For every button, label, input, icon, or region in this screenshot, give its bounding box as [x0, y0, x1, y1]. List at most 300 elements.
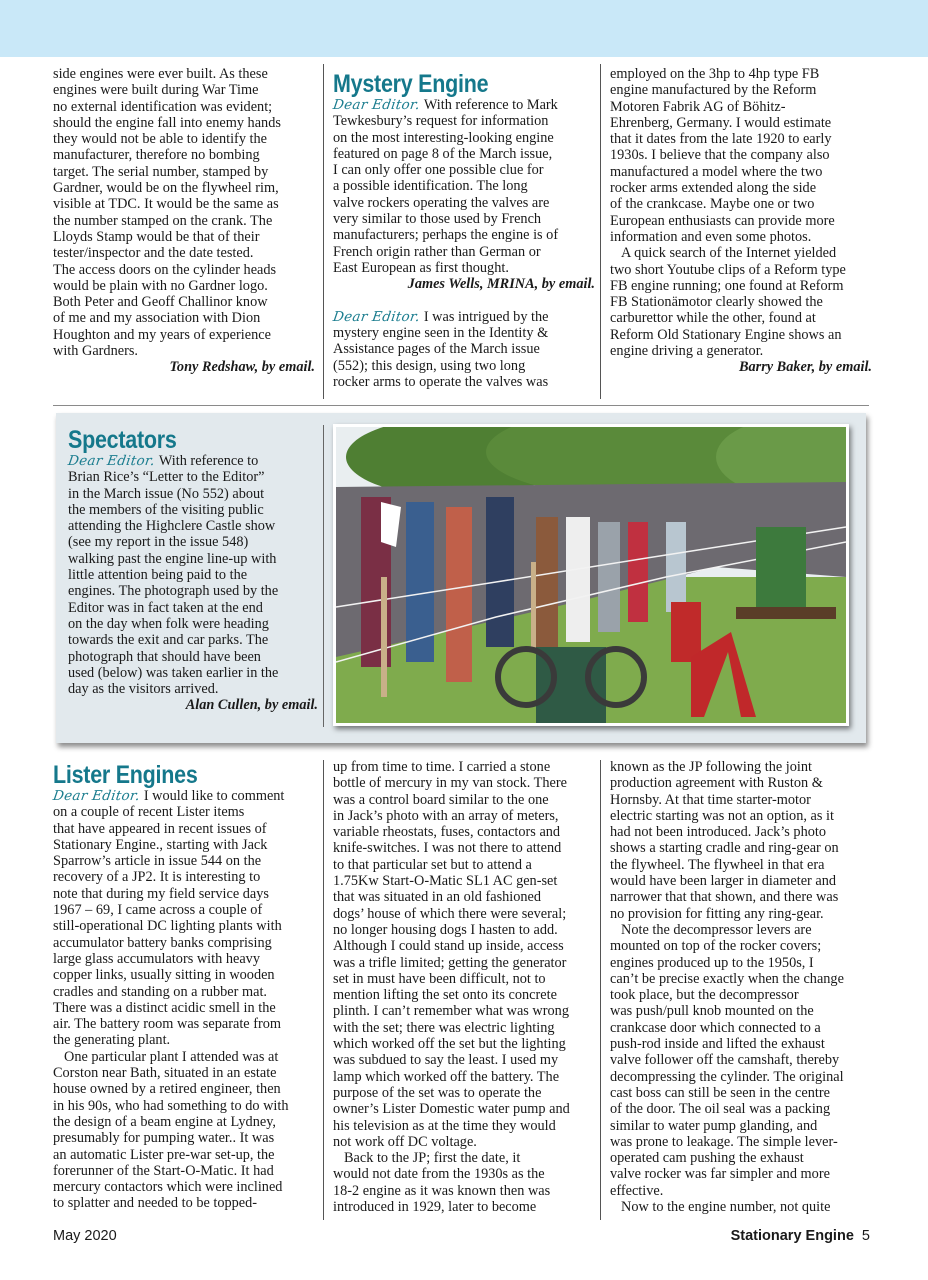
- line-text: target. The serial number, stamped by: [53, 163, 269, 180]
- line-text: a possible identification. The long: [333, 178, 528, 195]
- text-line: [610, 310, 872, 326]
- line-text: was prone to leakage. The simple lever-: [610, 1133, 838, 1150]
- text-line: [610, 1118, 872, 1134]
- line-text: Barry Baker, by email.: [738, 359, 872, 376]
- text-line: [333, 1052, 595, 1068]
- top-banner: [0, 0, 928, 57]
- author-signature: [610, 359, 872, 375]
- text-line: [610, 792, 872, 808]
- fence-post: [381, 577, 387, 697]
- text-line: [610, 1020, 872, 1036]
- line-text: of the crankcase. Maybe one or two: [610, 196, 815, 213]
- line-text: took place, but the decompressor: [610, 987, 799, 1004]
- line-text: an automatic Lister pre-war set-up, the: [53, 1146, 275, 1163]
- line-text: FB engine running; one found at Reform: [610, 277, 844, 294]
- text-line: [333, 1183, 595, 1199]
- line-text: Ehrenberg, Germany. I would estimate: [610, 114, 832, 131]
- line-text: on the day when folk were heading: [68, 615, 269, 632]
- text-line: [333, 840, 595, 856]
- line-text: no external identification was evident;: [53, 98, 273, 115]
- line-text: with Gardners.: [53, 343, 138, 360]
- text-line: [53, 853, 315, 869]
- text-line: [610, 278, 872, 294]
- text-line: [610, 955, 872, 971]
- text-line: [610, 1036, 872, 1052]
- line-text: engines. The photograph used by the: [68, 583, 279, 600]
- text-line: [610, 1085, 872, 1101]
- article-body: [333, 759, 595, 1215]
- line-text: Hornsby. At that time starter-motor: [610, 791, 811, 808]
- line-text: should the engine fall into enemy hands: [53, 114, 281, 131]
- text-line: [53, 918, 315, 934]
- line-text: had not been introduced. Jack’s photo: [610, 824, 826, 841]
- line-text: I was intrigued by the: [423, 308, 549, 325]
- text-line: [333, 857, 595, 873]
- line-text: used (below) was taken earlier in the: [68, 664, 279, 681]
- author-signature: [68, 697, 318, 713]
- text-line: [53, 278, 315, 294]
- line-text: 1.75Kw Start-O-Matic SL1 AC gen-set: [333, 873, 558, 890]
- text-line: [53, 294, 315, 310]
- text-line: [333, 341, 595, 357]
- line-text: similar to water pump glanding, and: [610, 1117, 818, 1134]
- text-line: [53, 229, 315, 245]
- line-text: plinth. I can’t remember what was wrong: [333, 1003, 569, 1020]
- text-line: [610, 99, 872, 115]
- line-text: production agreement with Ruston &: [610, 775, 823, 792]
- line-text: knife-switches. I was not there to attend: [333, 840, 562, 857]
- line-text: can’t be precise exactly when the change: [610, 970, 844, 987]
- text-line: [333, 1085, 595, 1101]
- line-text: set in must have been difficult, not to: [333, 970, 546, 987]
- text-line: [333, 1003, 595, 1019]
- text-line: [333, 358, 595, 374]
- article-body: [610, 759, 872, 1215]
- line-text: photograph that should have been: [68, 648, 261, 665]
- line-text: 1930s. I believe that the company also: [610, 147, 830, 164]
- line-text: that was situated in an old fashioned: [333, 889, 542, 906]
- line-text: operated cam pushing the exhaust: [610, 1150, 804, 1167]
- text-line: [68, 551, 318, 567]
- salutation: Dear Editor.: [331, 97, 421, 113]
- line-text: note that during my field service days: [53, 885, 269, 902]
- text-line: [53, 1179, 315, 1195]
- line-text: the design of a beam engine at Lydney,: [53, 1113, 276, 1130]
- line-text: Back to the JP; first the date, it: [344, 1150, 521, 1167]
- line-text: of me and my association with Dion: [53, 310, 261, 327]
- text-line: [333, 325, 595, 341]
- text-line: [333, 808, 595, 824]
- line-text: Tony Redshaw, by email.: [169, 359, 315, 376]
- line-text: was subdued to say the least. I used my: [333, 1052, 559, 1069]
- line-text: of the door. The oil seal was a packing: [610, 1101, 831, 1118]
- text-line: [333, 1166, 595, 1182]
- line-text: tester/inspector and the date tested.: [53, 245, 254, 262]
- line-text: to that particular set but to attend a: [333, 856, 532, 873]
- line-text: day as the visitors arrived.: [68, 681, 219, 698]
- text-line: [53, 967, 315, 983]
- line-text: East European as first thought.: [333, 259, 509, 276]
- line-text: his television as at the time they would: [333, 1117, 556, 1134]
- line-text: the members of the visiting public: [68, 501, 264, 518]
- line-text: recovery of a JP2. It is interesting to: [53, 869, 261, 886]
- line-text: large glass accumulators with heavy: [53, 950, 260, 967]
- line-text: crankcase door which connected to a: [610, 1019, 821, 1036]
- text-line: [610, 82, 872, 98]
- line-text: Stationary Engine., starting with Jack: [53, 836, 268, 853]
- line-text: in the March issue (No 552) about: [68, 485, 265, 502]
- line-text: would have been larger in diameter and: [610, 873, 837, 890]
- salutation: Dear Editor.: [331, 308, 421, 325]
- text-line: [53, 327, 315, 343]
- line-text: French origin rather than German or: [333, 243, 541, 260]
- line-text: manufacturers; perhaps the engine is of: [333, 227, 559, 244]
- text-line: [610, 1183, 872, 1199]
- line-text: no longer housing dogs I hasten to add.: [333, 921, 558, 938]
- line-text: European enthusiasts can provide more: [610, 212, 835, 229]
- text-line: [610, 840, 872, 856]
- line-text: air. The battery room was separate from: [53, 1016, 282, 1033]
- text-line: [68, 632, 318, 648]
- footer-magazine: [731, 1228, 870, 1244]
- line-text: two short Youtube clips of a Reform type: [610, 261, 846, 278]
- text-line: [610, 327, 872, 343]
- line-text: featured on page 8 of the March issue,: [333, 145, 553, 162]
- column-divider: [323, 425, 324, 727]
- line-text: effective.: [610, 1182, 664, 1199]
- text-line: [53, 180, 315, 196]
- text-line: [68, 518, 318, 534]
- line-text: I can only offer one possible clue for: [333, 162, 544, 179]
- line-text: side engines were ever built. As these: [53, 66, 268, 82]
- text-line: [53, 788, 315, 804]
- line-text: The access doors on the cylinder heads: [53, 261, 277, 278]
- line-text: the flywheel. The flywheel in that era: [610, 856, 825, 873]
- line-text: With reference to Mark: [423, 97, 558, 113]
- text-line: [53, 1049, 315, 1065]
- line-text: A quick search of the Internet yielded: [621, 245, 837, 262]
- spectator: [446, 507, 472, 682]
- line-text: cradles and standing on a rubber mat.: [53, 983, 267, 1000]
- line-text: house owned by a retired engineer, then: [53, 1081, 281, 1098]
- line-text: they would not be able to identify the: [53, 131, 268, 148]
- line-text: engines produced up to the 1950s, I: [610, 954, 814, 971]
- text-line: [53, 1000, 315, 1016]
- line-text: employed on the 3hp to 4hp type FB: [610, 66, 820, 82]
- green-engine: [756, 527, 806, 617]
- text-line: [53, 804, 315, 820]
- line-text: Now to the engine number, not quite: [621, 1199, 831, 1216]
- text-line: [333, 922, 595, 938]
- text-line: [610, 889, 872, 905]
- text-line: [610, 1134, 872, 1150]
- text-line: [333, 824, 595, 840]
- text-line: [333, 260, 595, 276]
- line-text: introduced in 1929, later to become: [333, 1199, 537, 1216]
- text-line: [53, 115, 315, 131]
- spectator: [666, 522, 686, 612]
- text-line: [333, 759, 595, 775]
- text-line: [333, 293, 595, 309]
- line-text: Lloyds Stamp would be that of their: [53, 228, 260, 245]
- text-line: [53, 1081, 315, 1097]
- line-text: variable rheostats, fuses, contactors and: [333, 824, 561, 841]
- text-line: [333, 1199, 595, 1215]
- line-text: to splatter and needed to be topped-: [53, 1195, 258, 1212]
- line-text: walking past the engine line-up with: [68, 550, 277, 567]
- line-text: Note the decompressor levers are: [621, 921, 812, 938]
- text-line: [53, 1163, 315, 1179]
- line-text: would not date from the 1930s as the: [333, 1166, 545, 1183]
- line-text: electric starting was not an option, as it: [610, 807, 834, 824]
- text-line: [333, 792, 595, 808]
- article-body: [53, 66, 315, 376]
- author-signature: [333, 276, 595, 292]
- text-line: [53, 147, 315, 163]
- line-text: presumably for pumping water.. It was: [53, 1130, 275, 1147]
- line-text: that it dates from the late 1920 to early: [610, 131, 832, 148]
- text-line: [610, 229, 872, 245]
- text-line: [53, 902, 315, 918]
- text-line: [610, 775, 872, 791]
- text-line: [333, 906, 595, 922]
- text-line: [333, 130, 595, 146]
- author-signature: [53, 359, 315, 375]
- line-text: not work off DC voltage.: [333, 1133, 477, 1150]
- text-line: [610, 245, 872, 261]
- line-text: 1967 – 69, I came across a couple of: [53, 902, 263, 919]
- text-line: [333, 97, 595, 113]
- line-text: carburettor while the other, found at: [610, 310, 816, 327]
- text-line: [610, 180, 872, 196]
- red-engine: [671, 602, 701, 662]
- text-line: [53, 262, 315, 278]
- line-text: no provision for fitting any ring-gear.: [610, 905, 824, 922]
- page-number: 5: [861, 1228, 870, 1244]
- text-line: [333, 971, 595, 987]
- spectator: [486, 497, 514, 647]
- line-text: copper links, usually sitting in wooden: [53, 967, 275, 984]
- line-text: was push/pull knob mounted on the: [610, 1003, 814, 1020]
- line-text: the generating plant.: [53, 1032, 171, 1049]
- line-text: Houghton and my years of experience: [53, 326, 271, 343]
- text-line: [53, 1016, 315, 1032]
- line-text: Sparrow’s article in issue 544 on the: [53, 853, 262, 870]
- text-line: [610, 343, 872, 359]
- text-line: [610, 938, 872, 954]
- text-line: [610, 987, 872, 1003]
- text-line: [53, 1065, 315, 1081]
- magazine-title: Stationary Engine: [730, 1228, 854, 1244]
- line-text: Both Peter and Geoff Challinor know: [53, 294, 268, 311]
- line-text: shows a starting cradle and ring-gear on: [610, 840, 839, 857]
- spectator: [628, 522, 648, 622]
- photo-image: [336, 427, 846, 723]
- line-text: Tewkesbury’s request for information: [333, 113, 549, 130]
- line-text: One particular plant I attended was at: [64, 1048, 279, 1065]
- text-line: [53, 131, 315, 147]
- line-text: purpose of the set was to operate the: [333, 1084, 542, 1101]
- text-line: [333, 987, 595, 1003]
- line-text: in Jack’s photo with an array of meters,: [333, 807, 559, 824]
- text-line: [610, 971, 872, 987]
- line-text: that have appeared in recent issues of: [53, 820, 267, 837]
- article-lister-engines: [53, 762, 315, 1212]
- text-line: [610, 759, 872, 775]
- line-text: still-operational DC lighting plants with: [53, 918, 282, 935]
- line-text: owner’s Lister Domestic water pump and: [333, 1101, 570, 1118]
- line-text: rocker arms to operate the valves was: [333, 374, 549, 391]
- text-line: [333, 1118, 595, 1134]
- line-text: Assistance pages of the March issue: [333, 341, 540, 358]
- line-text: attending the Highclere Castle show: [68, 518, 276, 535]
- text-line: [333, 162, 595, 178]
- text-line: [53, 82, 315, 98]
- text-line: [68, 486, 318, 502]
- line-text: in his 90s, who had something to do with: [53, 1097, 289, 1114]
- text-line: [53, 886, 315, 902]
- text-line: [333, 955, 595, 971]
- line-text: cast boss can still be seen in the centre: [610, 1084, 830, 1101]
- article-lister-engines-continued: [610, 759, 872, 1215]
- text-line: [68, 502, 318, 518]
- line-text: With reference to: [158, 453, 259, 469]
- article-body: [333, 97, 595, 390]
- text-line: [333, 178, 595, 194]
- text-line: [53, 984, 315, 1000]
- salutation: Dear Editor.: [51, 788, 141, 804]
- line-text: bottle of mercury in my van stock. There: [333, 775, 567, 792]
- line-text: would be plain with no Gardner logo.: [53, 277, 268, 294]
- text-line: [68, 600, 318, 616]
- text-line: [53, 99, 315, 115]
- line-text: mystery engine seen in the Identity &: [333, 325, 549, 342]
- text-line: [68, 469, 318, 485]
- salutation: Dear Editor.: [66, 453, 156, 469]
- column-divider: [323, 64, 324, 399]
- text-line: [610, 808, 872, 824]
- line-text: valve rockers operating the valves are: [333, 194, 550, 211]
- line-text: James Wells, MRINA, by email.: [407, 276, 595, 293]
- text-line: [68, 534, 318, 550]
- line-text: decompressing the cylinder. The original: [610, 1068, 844, 1085]
- text-line: [68, 649, 318, 665]
- line-text: (552); this design, using two long: [333, 357, 526, 374]
- line-text: (see my report in the issue 548): [68, 534, 249, 551]
- text-line: [333, 889, 595, 905]
- line-text: known as the JP following the joint: [610, 759, 812, 775]
- footer-date: May 2020: [53, 1228, 117, 1244]
- text-line: [610, 1052, 872, 1068]
- column-divider: [323, 760, 324, 1220]
- text-line: [333, 146, 595, 162]
- line-text: information and even some photos.: [610, 228, 812, 245]
- line-text: 18-2 engine as it was known then was: [333, 1182, 551, 1199]
- line-text: engine manufactured by the Reform: [610, 82, 817, 99]
- text-line: [610, 1150, 872, 1166]
- text-line: [333, 227, 595, 243]
- line-text: dogs’ house of which there were several;: [333, 905, 567, 922]
- text-line: [610, 873, 872, 889]
- line-text: engines were built during War Time: [53, 82, 259, 99]
- text-line: [610, 922, 872, 938]
- text-line: [333, 1150, 595, 1166]
- line-text: push-rod inside and lifted the exhaust: [610, 1036, 825, 1053]
- text-line: [333, 1101, 595, 1117]
- line-text: on the most interesting-looking engine: [333, 129, 554, 146]
- text-line: [53, 951, 315, 967]
- text-line: [53, 869, 315, 885]
- text-line: [53, 1147, 315, 1163]
- text-line: [610, 66, 872, 82]
- line-text: mounted on top of the rocker covers;: [610, 938, 822, 955]
- article-heading: Spectators: [68, 426, 177, 454]
- text-line: [68, 567, 318, 583]
- line-text: valve rocker was far simpler and more: [610, 1166, 830, 1183]
- text-line: [610, 115, 872, 131]
- line-text: rocker arms extended along the side: [610, 180, 817, 197]
- text-line: [610, 262, 872, 278]
- text-line: [610, 196, 872, 212]
- text-line: [333, 1069, 595, 1085]
- line-text: Editor was in fact taken at the end: [68, 599, 263, 616]
- text-line: [610, 294, 872, 310]
- spectator: [566, 517, 590, 642]
- text-line: [610, 1166, 872, 1182]
- text-line: [53, 1130, 315, 1146]
- text-line: [53, 1114, 315, 1130]
- line-text: There was a distinct acidic smell in the: [53, 999, 276, 1016]
- line-text: forerunner of the Start-O-Matic. It had: [53, 1162, 274, 1179]
- text-line: [333, 309, 595, 325]
- column-divider: [600, 760, 601, 1220]
- article-lister-engines-continued: [333, 759, 595, 1215]
- line-text: was a trifle limited; getting the generator: [333, 954, 567, 971]
- text-line: [333, 211, 595, 227]
- text-line: [610, 906, 872, 922]
- line-text: little attention being paid to the: [68, 567, 248, 584]
- column-divider: [600, 64, 601, 399]
- text-line: [53, 1098, 315, 1114]
- line-text: with the set; there was electric lighting: [333, 1019, 555, 1036]
- line-text: Corston near Bath, situated in an estate: [53, 1065, 277, 1082]
- text-line: [610, 1199, 872, 1215]
- line-text: manufactured a model where the two: [610, 163, 823, 180]
- text-line: [53, 213, 315, 229]
- article-gardner-continued: [53, 66, 315, 376]
- text-line: [53, 343, 315, 359]
- text-line: [53, 1032, 315, 1048]
- fence-post: [531, 562, 536, 652]
- article-body: [68, 453, 318, 714]
- text-line: [333, 938, 595, 954]
- article-mystery-engine: [333, 71, 595, 390]
- line-text: towards the exit and car parks. The: [68, 632, 269, 649]
- text-line: [333, 113, 595, 129]
- text-line: [333, 775, 595, 791]
- text-line: [610, 857, 872, 873]
- text-line: [68, 665, 318, 681]
- text-line: [53, 935, 315, 951]
- text-line: [610, 824, 872, 840]
- show-crowd-photo: [333, 424, 849, 726]
- line-text: Motoren Fabrik AG of Böhitz-: [610, 98, 786, 115]
- text-line: [610, 1069, 872, 1085]
- line-text: which worked off the set but the lighting: [333, 1036, 566, 1053]
- line-text: lamp which worked off the battery. The: [333, 1068, 560, 1085]
- line-text: manufacturer, therefore no bombing: [53, 147, 260, 164]
- text-line: [68, 681, 318, 697]
